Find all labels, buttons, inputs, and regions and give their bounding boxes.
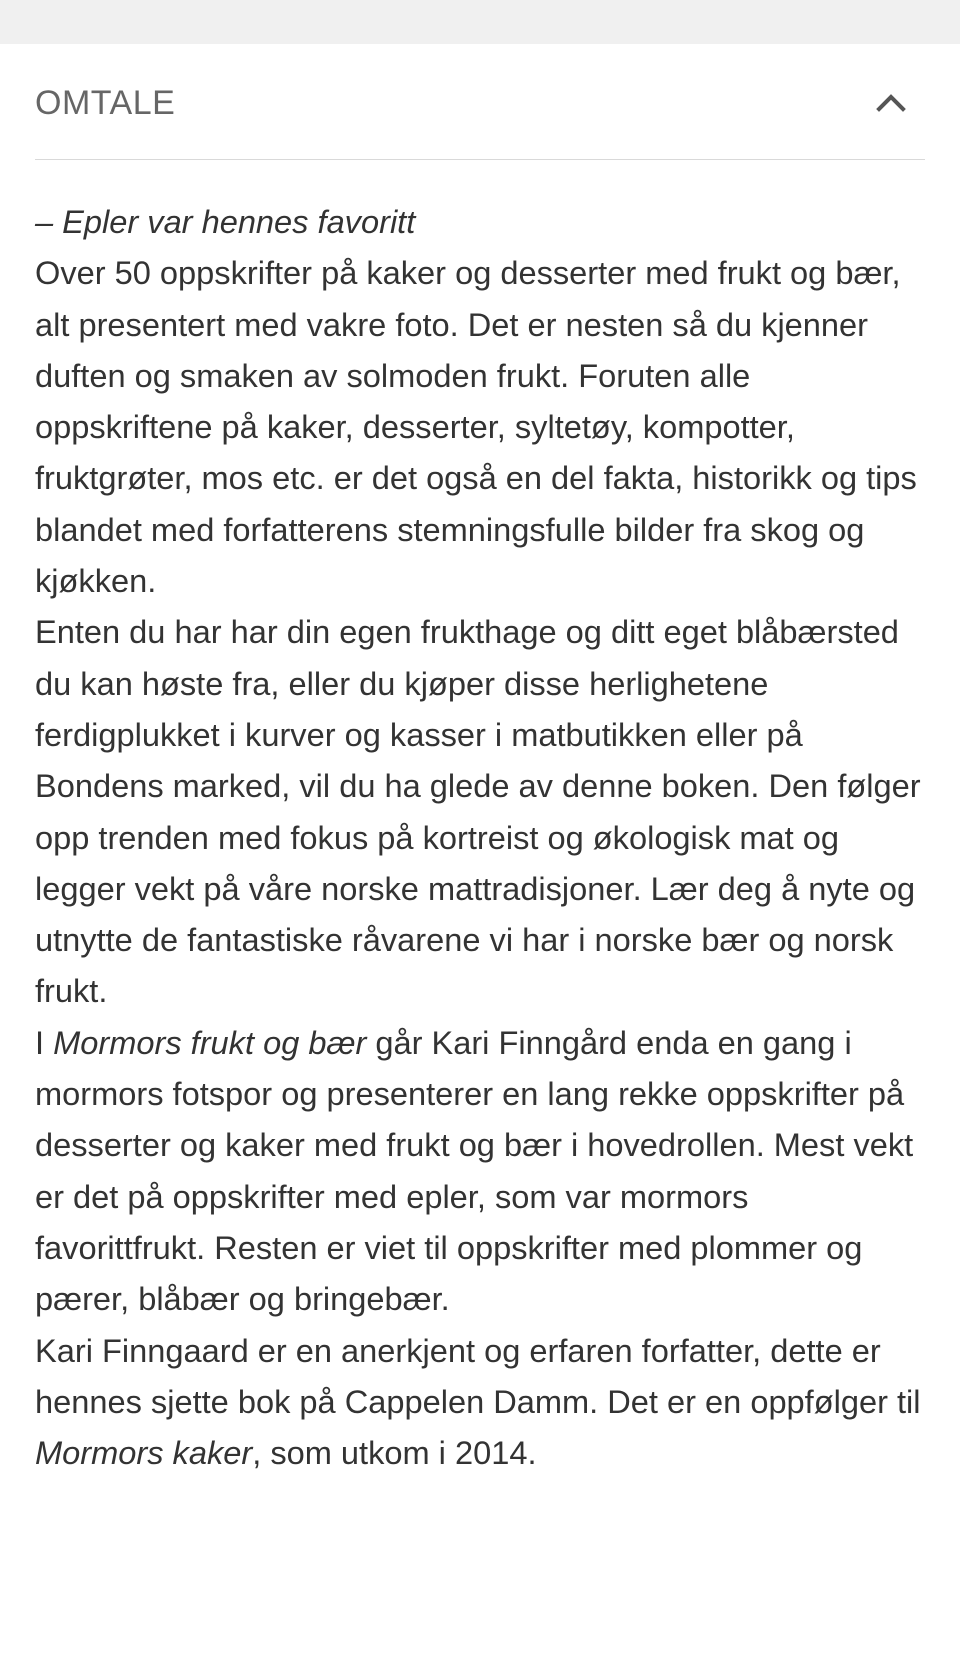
tagline [35,196,925,247]
paragraph-2: Enten du har har din egen frukthage og ditt eget blåbærsted du kan høste fra, eller du kjøper disse herlighetene ferdigplukket i kurver og kasser i matbutikken eller på Bondens marked, vil du ha glede av denne boken. Den følger opp trenden med fokus på kortreist og økologisk mat og legger vekt på våre norske mattradisjoner. Lær deg å nyte og utnytte de fantastiske råvarene vi har i norske bær og norsk frukt. [35,613,921,1010]
paragraph-3-prefix: I [35,1023,54,1061]
paragraph-4-text: , som utkom i 2014. [252,1434,537,1472]
paragraph-4-prefix: Kari Finngaard er en anerkjent og erfaren forfatter, dette er hennes sjette bok på Cappelen Damm. Det er en oppfølger til [35,1331,921,1420]
book-title-kaker: Mormors kaker [35,1434,253,1472]
paragraph-1: Over 50 oppskrifter på kaker og desserter med frukt og bær, alt presentert med vakre foto. Det er nesten så du kjenner duften og smaken av solmoden frukt. Foruten alle oppskriftene på kaker, desserter, syltetøy, kompotter, fruktgrøter, mos etc. er det også en del fakta, historikk og tips blandet med forfatterens stemningsfulle bilder fra skog og kjøkken. [35,254,917,600]
top-band [0,0,960,44]
paragraph-4 [35,1325,925,1479]
paragraph-3 [35,1017,925,1325]
book-title-frukt-og-baer: Mormors frukt og bær [53,1023,367,1061]
description-section [0,44,960,1478]
chevron-up-icon[interactable] [871,82,911,122]
section-header[interactable] [35,44,925,160]
tagline-text: – Epler var hennes favoritt [35,203,416,240]
paragraph-3-text: går Kari Finngård enda en gang i mormors fotspor og presenterer en lang rekke oppskrifter på desserter og kaker med frukt og bær i hovedrollen. Mest vekt er det på oppskrifter med epler, som var mormors favorittfrukt. Resten er viet til oppskrifter med plommer og pærer, blåbær og bringebær. [35,1023,914,1318]
section-title: OMTALE [35,84,176,122]
description-body [35,160,925,1478]
